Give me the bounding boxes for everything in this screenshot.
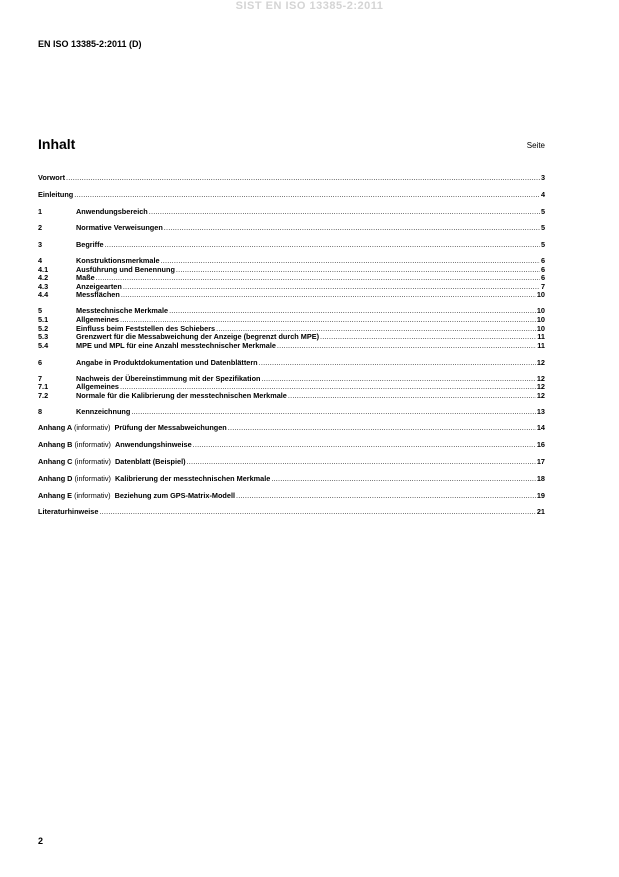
toc-entry-page: 5 (540, 240, 545, 250)
dot-leader (288, 392, 536, 401)
dot-leader (164, 223, 540, 234)
toc-entry-number: 7 (38, 373, 43, 383)
toc-entry-title: Anzeigearten (76, 281, 122, 291)
toc-entry-anhang-e[interactable] (38, 491, 545, 502)
dot-leader (121, 291, 536, 300)
toc-entry-page: 5 (540, 206, 545, 216)
annex-label: Anhang D (informativ) (38, 473, 111, 483)
toc-entry-title: Einleitung (38, 189, 74, 199)
toc-entry-number: 5.2 (38, 323, 49, 333)
toc-entry-page: 21 (536, 507, 545, 517)
toc-entry-title: Beziehung zum GPS-Matrix-Modell (114, 490, 235, 500)
dot-leader (123, 283, 540, 292)
toc-entry-title: Ausführung und Benennung (76, 264, 175, 274)
toc-entry-page: 12 (536, 373, 545, 383)
toc-entry-4-1[interactable] (38, 266, 545, 275)
toc-entry-page: 7 (540, 281, 545, 291)
dot-leader (149, 207, 540, 218)
toc-entry-8[interactable] (38, 407, 545, 418)
toc-entry-title: Anwendungsbereich (76, 206, 148, 216)
annex-label: Anhang A (informativ) (38, 423, 111, 433)
toc-entry-2[interactable] (38, 223, 545, 234)
toc-entry-title: Allgemeines (76, 314, 119, 324)
dot-leader (277, 342, 536, 351)
toc-entry-anhang-d[interactable] (38, 474, 545, 485)
toc-entry-page: 12 (536, 357, 545, 367)
toc-entry-number: 2 (38, 223, 43, 233)
dot-leader (161, 257, 540, 266)
toc-entry-6[interactable] (38, 358, 545, 369)
toc-entry-page: 11 (537, 332, 545, 342)
toc-entry-einleitung[interactable] (38, 190, 545, 201)
table-of-contents (38, 173, 545, 518)
toc-entry-title: Nachweis der Übereinstimmung mit der Spezifikation (76, 373, 261, 383)
dot-leader (105, 240, 540, 251)
toc-entry-page: 12 (536, 390, 545, 400)
toc-entry-page: 10 (536, 290, 545, 300)
toc-entry-anhang-b[interactable] (38, 440, 545, 451)
toc-entry-title: Normale für die Kalibrierung der messtechnischen Merkmale (76, 390, 287, 400)
page-number: 2 (38, 836, 44, 846)
toc-entry-title: Kalibrierung der messtechnischen Merkmale (115, 473, 271, 483)
toc-entry-number: 8 (38, 406, 43, 416)
toc-entry-title: Einfluss beim Feststellen des Schiebers (76, 323, 216, 333)
toc-entry-number: 1 (38, 206, 43, 216)
page-column-label: Seite (526, 141, 545, 150)
toc-entry-number: 4.1 (38, 264, 49, 274)
toc-entry-number: 5.3 (38, 332, 49, 342)
toc-entry-number: 4.2 (38, 273, 49, 283)
toc-entry-number: 6 (38, 357, 43, 367)
dot-leader (187, 457, 536, 468)
toc-entry-page: 3 (540, 173, 545, 182)
toc-entry-7-2[interactable] (38, 392, 545, 401)
toc-entry-page: 10 (536, 323, 545, 333)
toc-entry-title: Kennzeichnung (76, 406, 131, 416)
toc-entry-1[interactable] (38, 207, 545, 218)
toc-entry-title: Prüfung der Messabweichungen (114, 423, 227, 433)
toc-entry-title: Konstruktionsmerkmale (76, 255, 160, 265)
dot-leader (96, 274, 540, 283)
toc-entry-anhang-c[interactable] (38, 457, 545, 468)
toc-entry-title: Messtechnische Merkmale (76, 306, 169, 316)
toc-entry-page: 6 (540, 273, 545, 283)
toc-entry-page: 10 (536, 306, 545, 316)
dot-leader (176, 266, 540, 275)
annex-label: Anhang B (informativ) (38, 440, 111, 450)
dot-leader (271, 474, 536, 485)
toc-entry-title: Angabe in Produktdokumentation und Datenblättern (76, 357, 258, 367)
document-id: EN ISO 13385-2:2011 (D) (38, 39, 142, 49)
dot-leader (320, 333, 536, 342)
toc-entry-number: 5.1 (38, 314, 49, 324)
toc-entry-title: Allgemeines (76, 382, 119, 392)
toc-heading: Inhalt (38, 136, 76, 152)
toc-entry-number: 3 (38, 240, 43, 250)
toc-entry-3[interactable] (38, 240, 545, 251)
toc-entry-title: Vorwort (38, 173, 66, 182)
toc-entry-number: 4.3 (38, 281, 49, 291)
toc-entry-page: 6 (540, 264, 545, 274)
toc-entry-page: 5 (540, 223, 545, 233)
toc-entry-number: 5.4 (38, 340, 49, 350)
toc-entry-title: Maße (76, 273, 95, 283)
toc-entry-title: Normative Verweisungen (76, 223, 163, 233)
toc-entry-title: Messflächen (76, 290, 120, 300)
toc-entry-number: 7.2 (38, 390, 49, 400)
toc-entry-page: 12 (536, 382, 545, 392)
toc-entry-title: Anwendungshinweise (115, 440, 192, 450)
toc-entry-number: 4 (38, 255, 43, 265)
dot-leader (193, 440, 536, 451)
dot-leader (74, 190, 540, 201)
toc-entry-page: 16 (536, 440, 545, 450)
toc-entry-anhang-a[interactable] (38, 423, 545, 434)
toc-entry-page: 11 (537, 340, 545, 350)
watermark: SIST EN ISO 13385-2:2011 (235, 0, 384, 12)
toc-entry-page: 17 (536, 456, 545, 466)
toc-entry-number: 5 (38, 306, 43, 316)
toc-entry-vorwort[interactable] (38, 173, 545, 184)
annex-label: Anhang E (informativ) (38, 490, 111, 500)
toc-entry-4-4[interactable] (38, 291, 545, 300)
annex-label: Anhang C (informativ) (38, 456, 111, 466)
toc-entry-title: Grenzwert für die Messabweichung der Anzeige (begrenzt durch MPE) (76, 332, 319, 342)
dot-leader (262, 375, 536, 384)
toc-entry-page: 13 (536, 406, 545, 416)
toc-entry-number: 4.4 (38, 290, 49, 300)
toc-entry-number: 7.1 (38, 382, 49, 392)
dot-leader (66, 173, 540, 184)
toc-entry-page: 14 (536, 423, 545, 433)
dot-leader (236, 491, 536, 502)
toc-entry-literaturhinweise[interactable] (38, 507, 545, 518)
toc-entry-page: 4 (540, 189, 545, 199)
dot-leader (259, 358, 536, 369)
toc-entry-title: Begriffe (76, 240, 104, 250)
toc-entry-5-4[interactable] (38, 342, 545, 351)
toc-entry-title: MPE und MPL für eine Anzahl messtechnischer Merkmale (76, 340, 276, 350)
dot-leader (169, 307, 536, 316)
toc-entry-page: 19 (536, 490, 545, 500)
toc-entry-title: Datenblatt (Beispiel) (115, 456, 186, 466)
dot-leader (99, 507, 535, 518)
toc-entry-page: 6 (540, 255, 545, 265)
toc-entry-page: 18 (536, 473, 545, 483)
dot-leader (131, 407, 536, 418)
dot-leader (228, 423, 536, 434)
toc-entry-title: Literaturhinweise (38, 507, 99, 517)
toc-entry-page: 10 (536, 314, 545, 324)
